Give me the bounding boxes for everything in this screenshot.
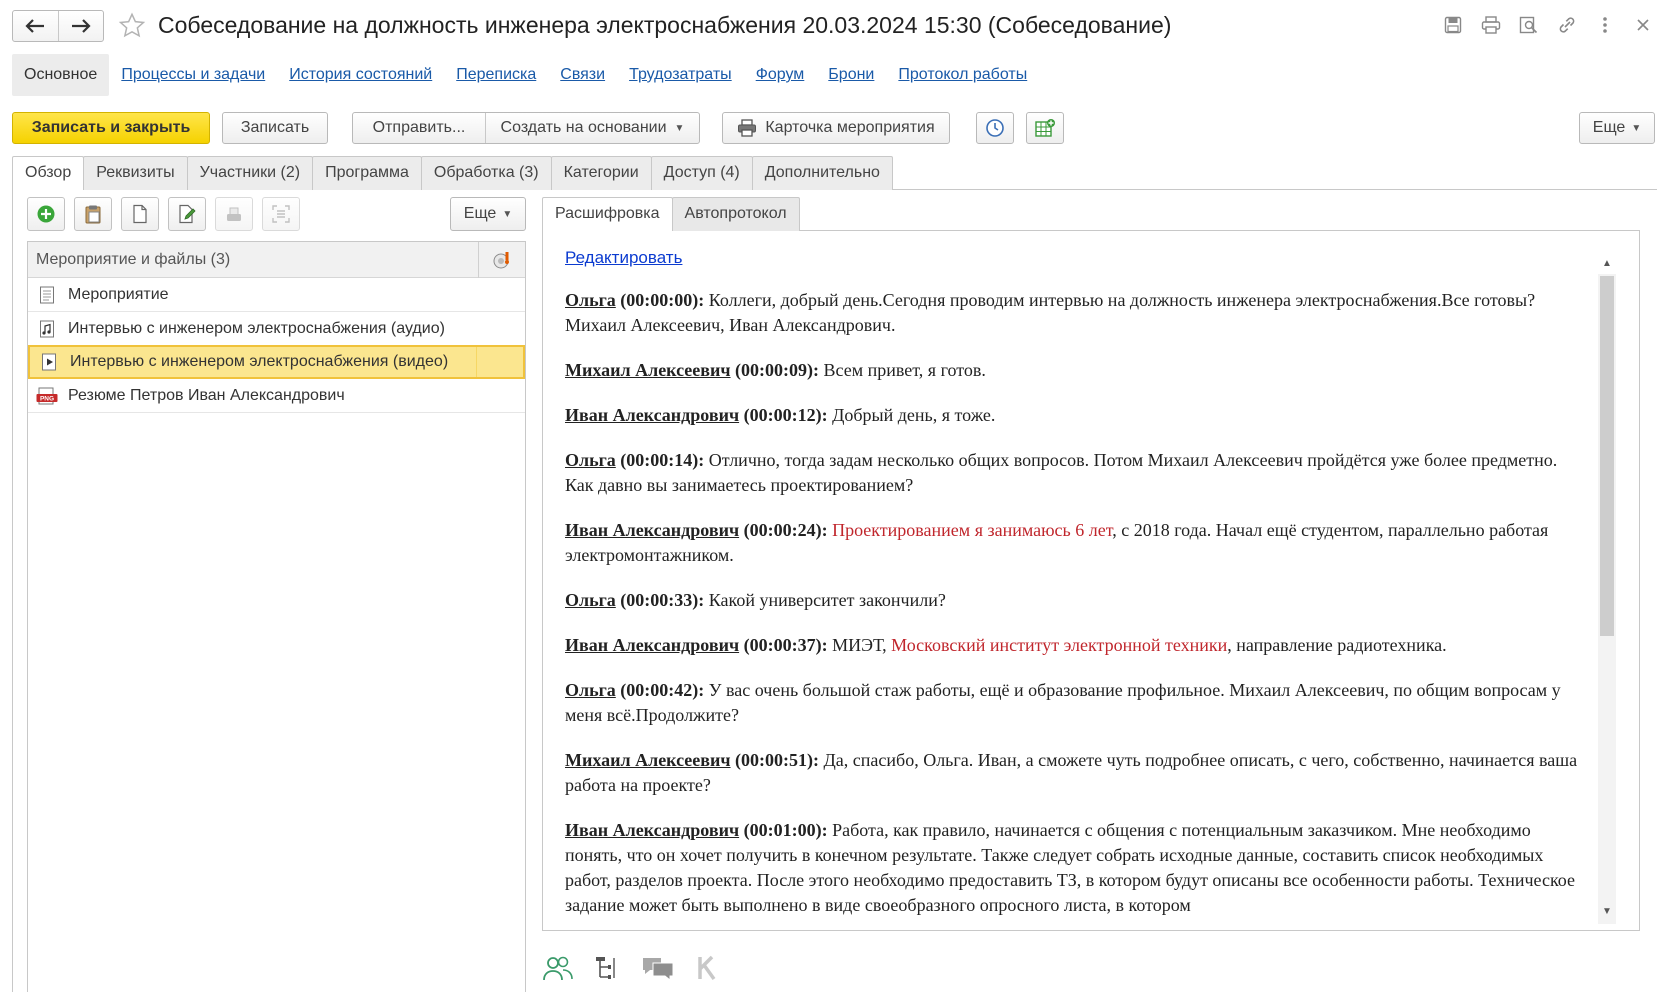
k-logo-icon[interactable] (690, 950, 726, 986)
transcript-entry (565, 818, 1585, 918)
tab-access[interactable]: Доступ (4) (651, 156, 753, 190)
utterance: Да, спасибо, Ольга. Иван, а сможете чуть подробнее описать, с чего, собственно, начинается ваша работа на проекте? (565, 750, 1578, 795)
utterance: Работа, как правило, начинается с общения с потенциальным заказчиком. Мне необходимо понять, что он хочет получить в конечном результате. Также следует собрать исходные данные, составить список необходимых работ, разделов проекта. После этого необходимо предоставить ТЗ, в котором будут описаны все особенности работы. Техническое задание может быть выполнено в виде своеобразного опросного листа, в котором (565, 820, 1575, 915)
transcript-entry (565, 288, 1585, 338)
text-recognition-icon (271, 204, 291, 224)
scrollbar-thumb[interactable] (1600, 276, 1614, 636)
section-tab-labor[interactable]: Трудозатраты (629, 66, 732, 83)
create-based-on-label: Создать на основании (500, 119, 667, 136)
save-and-close-button[interactable]: Записать и закрыть (12, 112, 210, 144)
participants-icon[interactable] (540, 950, 576, 986)
arrow-right-icon (71, 19, 91, 33)
tab-overview[interactable]: Обзор (12, 156, 84, 190)
history-nav (12, 10, 104, 42)
speaker-name[interactable]: Ольга (565, 590, 616, 610)
list-item-video[interactable] (28, 345, 525, 379)
speaker-name[interactable]: Иван Александрович (565, 820, 740, 840)
section-tab-bookings[interactable]: Брони (828, 66, 875, 83)
list-item-resume[interactable] (28, 379, 525, 413)
clipboard-icon (83, 204, 103, 224)
scan-text-button[interactable] (262, 197, 300, 231)
speaker-name[interactable]: Ольга (565, 290, 616, 310)
utterance: У вас очень большой стаж работы, ещё и образование профильное. Михаил Алексеевич, по общим вопросам у меня всё.Продолжите? (565, 680, 1561, 725)
files-list-title: Мероприятие и файлы (3) (36, 251, 231, 268)
transcript-entry (565, 748, 1585, 798)
highlighted-phrase: Московский институт электронной техники (891, 635, 1228, 655)
left-more-button[interactable] (450, 197, 526, 231)
speaker-name[interactable]: Иван Александрович (565, 405, 740, 425)
speaker-name[interactable]: Иван Александрович (565, 635, 740, 655)
document-icon (36, 284, 58, 306)
section-tabs (12, 54, 1039, 96)
list-item-label: Интервью с инженером электроснабжения (аудио) (68, 319, 445, 337)
edit-document-icon (177, 204, 197, 224)
favorite-star-icon[interactable] (116, 10, 148, 42)
event-card-label: Карточка мероприятия (765, 119, 935, 136)
speaker-name[interactable]: Ольга (565, 450, 616, 470)
audio-file-icon (36, 318, 58, 340)
left-more-label: Еще (463, 205, 497, 222)
tab-autoprotocol[interactable]: Автопротокол (672, 197, 800, 231)
png-badge-text: PNG (39, 395, 55, 402)
timestamp: (00:00:37): (743, 635, 828, 655)
transcript-entry (565, 448, 1585, 498)
transcript-entry (565, 678, 1585, 728)
add-button[interactable] (27, 197, 65, 231)
printer-icon (737, 119, 757, 137)
send-button-label: Отправить... (372, 119, 466, 136)
scanner-icon (224, 204, 244, 224)
column-settings-icon[interactable] (491, 249, 515, 271)
more-label: Еще (1592, 119, 1626, 136)
speaker-name[interactable]: Ольга (565, 680, 616, 700)
edit-file-button[interactable] (168, 197, 206, 231)
preview-search-icon[interactable] (1517, 10, 1541, 40)
close-icon[interactable] (1631, 10, 1655, 40)
utterance: Коллеги, добрый день.Сегодня проводим интервью на должность инженера электроснабжения.Все готовы? Михаил Алексеевич, Иван Александрович. (565, 290, 1536, 335)
send-create-group (352, 112, 700, 144)
utterance: Отлично, тогда задам несколько общих вопросов. Потом Михаил Алексеевич пройдётся уже более предметно. Как давно вы занимаетесь проектированием? (565, 450, 1558, 495)
list-item-event[interactable] (28, 278, 525, 312)
png-file-icon (36, 385, 58, 407)
add-spreadsheet-button[interactable] (1026, 112, 1064, 144)
chevron-down-icon: ▼ (1631, 122, 1642, 134)
list-item-label: Мероприятие (68, 285, 169, 303)
timestamp: (00:00:09): (735, 360, 820, 380)
print-icon[interactable] (1479, 10, 1503, 40)
speaker-name[interactable]: Михаил Алексеевич (565, 360, 731, 380)
save-button[interactable]: Записать (222, 112, 328, 144)
timestamp: (00:00:42): (620, 680, 705, 700)
clock-icon (985, 118, 1005, 138)
kebab-menu-icon[interactable] (1593, 10, 1617, 40)
tab-additional[interactable]: Дополнительно (752, 156, 893, 190)
list-item-audio[interactable] (28, 312, 525, 346)
scroll-up-arrow-icon[interactable]: ▲ (1602, 257, 1612, 269)
more-menu-button[interactable] (1579, 112, 1655, 144)
transcript-entry (565, 358, 1585, 383)
timestamp: (00:00:33): (620, 590, 705, 610)
timestamp: (00:00:00): (620, 290, 705, 310)
files-list-header (28, 242, 525, 278)
timestamp: (00:00:12): (743, 405, 828, 425)
list-item-label: Резюме Петров Иван Александрович (68, 386, 345, 404)
save-disk-icon[interactable] (1441, 10, 1465, 40)
transcript-entry (565, 588, 1585, 613)
back-button[interactable] (13, 11, 58, 41)
section-tab-processes[interactable]: Процессы и задачи (121, 66, 266, 83)
new-file-button[interactable] (121, 197, 159, 231)
structure-tree-icon[interactable] (590, 950, 626, 986)
tab-transcript[interactable]: Расшифровка (542, 197, 673, 231)
section-tab-correspondence[interactable]: Переписка (456, 66, 537, 83)
arrow-left-icon (25, 19, 45, 33)
tab-processing[interactable]: Обработка (3) (421, 156, 552, 190)
speaker-name[interactable]: Михаил Алексеевич (565, 750, 731, 770)
chevron-down-icon: ▼ (674, 122, 685, 134)
document-title: Собеседование на должность инженера электроснабжения 20.03.2024 15:30 (Собеседование) (158, 12, 1172, 38)
transcript-text (565, 288, 1585, 922)
create-based-on-button[interactable] (485, 113, 699, 143)
forward-button[interactable] (58, 11, 104, 41)
transcript-entry (565, 403, 1585, 428)
discussion-icon[interactable] (640, 950, 676, 986)
timestamp: (00:00:24): (743, 520, 828, 540)
edit-link[interactable]: Редактировать (565, 248, 683, 267)
add-circle-icon (36, 204, 56, 224)
timestamp: (00:00:14): (620, 450, 705, 470)
speaker-name[interactable]: Иван Александрович (565, 520, 740, 540)
list-item-label: Интервью с инженером электроснабжения (видео) (70, 353, 449, 370)
utterance-after: , с 2018 года. Начал ещё студентом, параллельно работая электромонтажником. (565, 520, 1549, 565)
section-tab-main[interactable]: Основное (12, 54, 109, 96)
utterance: Какой университет закончили? (704, 590, 946, 610)
utterance: Добрый день, я тоже. (827, 405, 996, 425)
section-tab-state-history[interactable]: История состояний (289, 66, 433, 83)
video-file-icon (38, 351, 60, 373)
highlighted-phrase: Проектированием я занимаюсь 6 лет (832, 520, 1113, 540)
history-clock-button[interactable] (976, 112, 1014, 144)
section-tab-links[interactable]: Связи (560, 66, 606, 83)
section-tab-forum[interactable]: Форум (755, 66, 805, 83)
chevron-down-icon: ▼ (502, 208, 513, 220)
utterance-before: МИЭТ, (827, 635, 892, 655)
utterance-after: , направление радиотехника. (1227, 635, 1447, 655)
add-table-icon (1034, 118, 1056, 138)
main-tabs (12, 156, 892, 190)
transcript-tabs (542, 197, 799, 231)
tab-requisites[interactable]: Реквизиты (83, 156, 187, 190)
event-card-button[interactable] (722, 112, 950, 144)
row-divider (476, 347, 477, 377)
utterance: Всем привет, я готов. (819, 360, 986, 380)
section-tab-work-log[interactable]: Протокол работы (898, 66, 1028, 83)
scroll-down-arrow-icon[interactable]: ▼ (1602, 905, 1612, 917)
scan-button[interactable] (215, 197, 253, 231)
transcript-entry (565, 518, 1585, 568)
link-icon[interactable] (1555, 10, 1579, 40)
header-divider (478, 242, 479, 278)
timestamp: (00:01:00): (743, 820, 828, 840)
blank-document-icon (131, 204, 149, 224)
window-actions (1441, 10, 1655, 40)
tab-participants[interactable]: Участники (2) (187, 156, 313, 190)
tab-categories[interactable]: Категории (551, 156, 652, 190)
paste-button[interactable] (74, 197, 112, 231)
transcript-entry (565, 633, 1585, 658)
send-button[interactable] (353, 113, 485, 143)
timestamp: (00:00:51): (735, 750, 820, 770)
tab-program[interactable]: Программа (312, 156, 422, 190)
frame-left-border (12, 189, 13, 992)
